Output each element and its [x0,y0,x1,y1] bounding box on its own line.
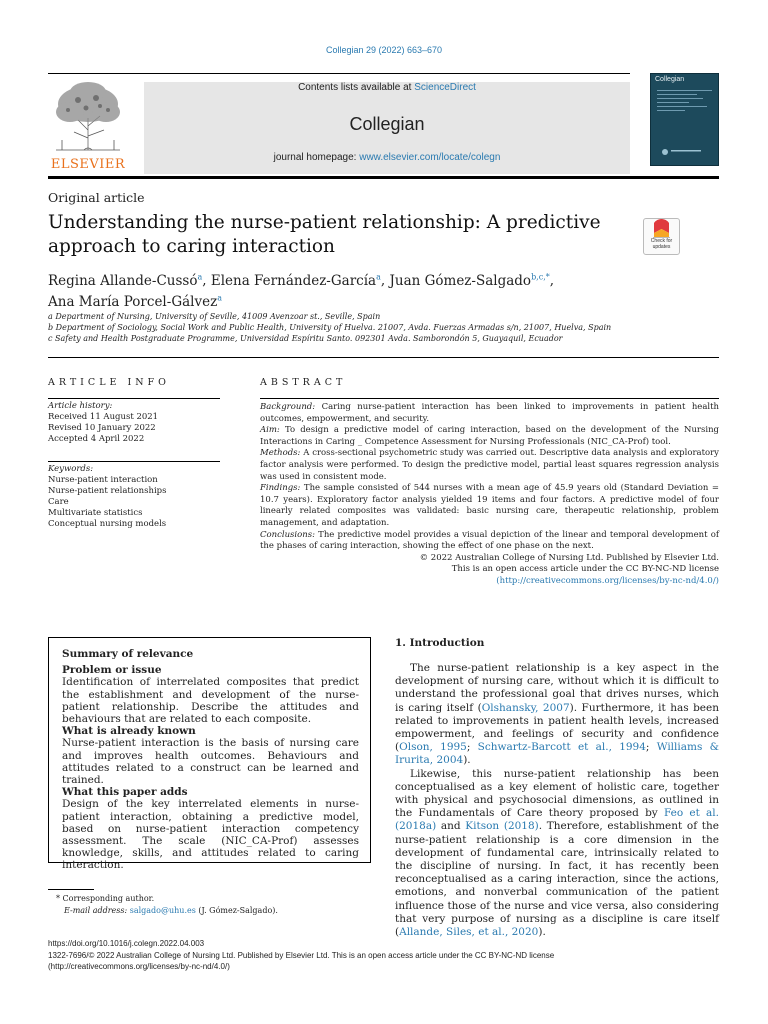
keywords-label: Keywords: [48,464,94,474]
journal-banner [144,82,630,174]
article-info-heading: ARTICLE INFO [48,377,170,388]
homepage-prefix: journal homepage: [273,152,360,163]
history-revised: Revised 10 January 2022 [48,423,156,433]
introduction-heading: 1. Introduction [395,637,485,649]
citation-link[interactable]: Schwartz-Barcott et al., 1994 [477,741,646,754]
journal-homepage-line [144,152,630,163]
footer-license-link[interactable]: (http://creativecommons.org/licenses/by-nc-nd/4.0/) [48,962,230,971]
intro-text: Likewise, this nurse-patient relationship has been conceptualised as a key element of holistic care, together with physical and psychosocial dimensions, as outlined in the Fundamentals of Care theory proposed by [395,767,719,820]
history-received: Received 11 August 2021 [48,412,159,422]
article-type: Original article [48,190,145,205]
journal-citation-link[interactable]: Collegian 29 (2022) 663–670 [325,45,443,55]
abstract-license: This is an open access article under the CC BY-NC-ND license [451,564,719,575]
citation-link[interactable]: Williams & Irurita, 2004 [395,741,719,767]
abstract-background: Background: Caring nurse-patient interaction has been linked to improvements in patient health outcomes, empowerment, and security. [260,402,719,424]
intro-text: ). Furthermore, it has been related to improvements in patient health levels, increased empowerment, and feelings of security and confidence ( [395,701,719,754]
article-history [48,401,220,445]
keyword: Multivariate statistics [48,508,143,518]
introduction-body [395,662,719,939]
summary-title: Summary of relevance [62,648,194,660]
author[interactable]: Ana María Porcel-Gálvez$^a$ [48,293,222,310]
check-for-updates-button[interactable] [643,218,680,255]
author[interactable]: Juan Gómez-Salgado$^{b,c,*}$ [389,272,550,289]
keyword: Care [48,497,69,507]
header-rule [48,73,630,74]
footer-copyright: 1322-7696/© 2022 Australian College of Nursing Ltd. Published by Elsevier Ltd. This is an open access article under the CC BY-NC-ND license [48,951,555,960]
section-rule [48,357,719,358]
journal-name: Collegian [349,114,425,134]
doi-link[interactable]: https://doi.org/10.1016/j.colegn.2022.04.003 [48,939,205,948]
article-info-rule [48,398,220,399]
article-title: Understanding the nurse-patient relationship: A predictive approach to caring interaction [48,212,601,257]
affiliation-c: c Safety and Health Postgraduate Programme, Universidad Espíritu Santo. 092301 Avda. Samborondón 5, Guayaquil, Ecuador [48,334,563,343]
keywords-rule [48,461,220,462]
keyword: Nurse-patient interaction [48,475,158,485]
keywords-list [48,464,220,530]
abstract-methods: Methods: A cross-sectional psychometric study was carried out. Descriptive data analysis and exploratory factor analysis were performed. To design the predictive model, partial least squares regression analysis was used in consistent mode. [260,448,719,482]
abstract-findings: Findings: The sample consisted of 544 nurses with a mean age of 45.9 years old (Standard Deviation = 10.7 years). Exploratory factor analysis yielded 19 items and four factors. A predictive model of four linearly related composites was validated: basic nursing care, therapeutic relationship, problem management, and adaptation. [260,483,719,528]
license-link[interactable]: (http://creativecommons.org/licenses/by-nc-nd/4.0/) [496,575,719,586]
keyword: Nurse-patient relationships [48,486,167,496]
problem-heading: Problem or issue [62,664,162,677]
known-heading: What is already known [62,725,196,738]
intro-text: ). [463,754,471,767]
citation-link[interactable]: Olson, 1995 [399,741,467,754]
abstract-heading: ABSTRACT [260,377,347,388]
history-label: Article history: [48,401,113,411]
elsevier-tree-icon [48,80,128,152]
author-list: Regina Allande-Cussó$^a$, Elena Fernández-García$^a$, Juan Gómez-Salgado$^{b,c,*}$, Ana María Porcel-Gálvez$^a$ [48,272,555,310]
journal-homepage-link[interactable]: www.elsevier.com/locate/colegn [359,152,501,163]
problem-text: Identification of interrelated composites that predict the establishment and development of the nurse-patient relationship. Describe the attitudes and behaviours that are related to each composite. [62,676,359,726]
citation-link[interactable]: Olshansky, 2007 [481,701,570,714]
corresponding-author-note: * Corresponding author. [56,894,155,903]
adds-text: Design of the key interrelated elements in nurse-patient interaction, obtaining a predictive model, based on nurse-patient interaction competency assessment. The scale (NIC_CA-Prof) assesses knowledge, skills, and attitudes related to caring interaction. [62,798,359,872]
intro-text: ; [645,741,657,754]
adds-heading: What this paper adds [62,786,188,799]
sciencedirect-link[interactable]: ScienceDirect [414,82,476,93]
abstract-aim: Aim: To design a predictive model of caring interaction, based on the development of the Nursing Interactions in Caring _ Competence Assessment for Nursing Professionals (NIC_CA-Prof) tool. [260,425,719,447]
abstract-copyright: © 2022 Australian College of Nursing Ltd. Published by Elsevier Ltd. [419,552,719,563]
abstract-body [260,402,719,588]
journal-cover-thumbnail[interactable] [650,73,719,166]
affiliation-b: b Department of Sociology, Social Work and Public Health, University of Huelva. 21007, Avda. Fuerzas Armadas s/n, 21007, Huelva, Spain [48,323,612,332]
intro-text: . Therefore, establishment of the nurse-patient relationship is a core dimension in the development of fundamental care, intrinsically related to the discipline of nursing. In fact, it has recently been reconceptualised as a caring interaction, since the actions, emotions, and nonverbal communication of the patient influence those of the nurse and vice versa, also considering that very purpose of nursing as a discipline is care itself ( [395,820,720,939]
citation-link[interactable]: Feo et al. (2018a) [395,807,720,833]
abstract-rule [260,398,719,399]
footnote-rule [48,889,94,890]
check-for-updates-label: Check for updates [650,238,673,250]
intro-text: The nurse-patient relationship is a key aspect in the development of nursing care, without which it is difficult to understand the professional goal that drives nurses, which is caring itself ( [395,662,719,714]
author[interactable]: Regina Allande-Cussó$^a$ [48,272,203,289]
header-thick-rule [48,176,719,179]
elsevier-wordmark: ELSEVIER [50,157,126,172]
intro-paragraph-1 [395,662,719,768]
email-link[interactable]: salgado@uhu.es [129,906,196,915]
abstract-conclusions: Conclusions: The predictive model provides a visual depiction of the linear and temporal development of the phases of caring interaction, showing the effect of one phase on the next. [260,529,719,552]
affiliation-a: a Department of Nursing, University of Seville, 41009 Avenzoar st., Seville, Spain [48,312,381,321]
contents-prefix: Contents lists available at [298,82,415,93]
intro-paragraph-2 [395,768,719,940]
intro-text: and [436,820,466,833]
known-text: Nurse-patient interaction is the basis of nursing care and improves health outcomes. Behaviours and attitudes related to a construct can be learned and trained. [62,737,359,787]
email-note: E-mail address: salgado@uhu.es (J. Gómez-Salgado). [64,906,278,915]
elsevier-logo[interactable] [48,80,128,172]
citation-link[interactable]: Kitson (2018) [465,820,539,833]
intro-text: ; [466,741,478,754]
cover-texture-icon [651,74,718,165]
citation-link[interactable]: Allande, Siles, et al., 2020 [399,926,539,939]
author[interactable]: Elena Fernández-García$^a$ [210,272,381,289]
contents-list-line [144,82,630,93]
cover-title: Collegian [655,76,685,83]
summary-of-relevance-box [48,637,371,872]
intro-text: ). [538,926,546,939]
history-accepted: Accepted 4 April 2022 [48,434,145,444]
keyword: Conceptual nursing models [48,519,167,529]
